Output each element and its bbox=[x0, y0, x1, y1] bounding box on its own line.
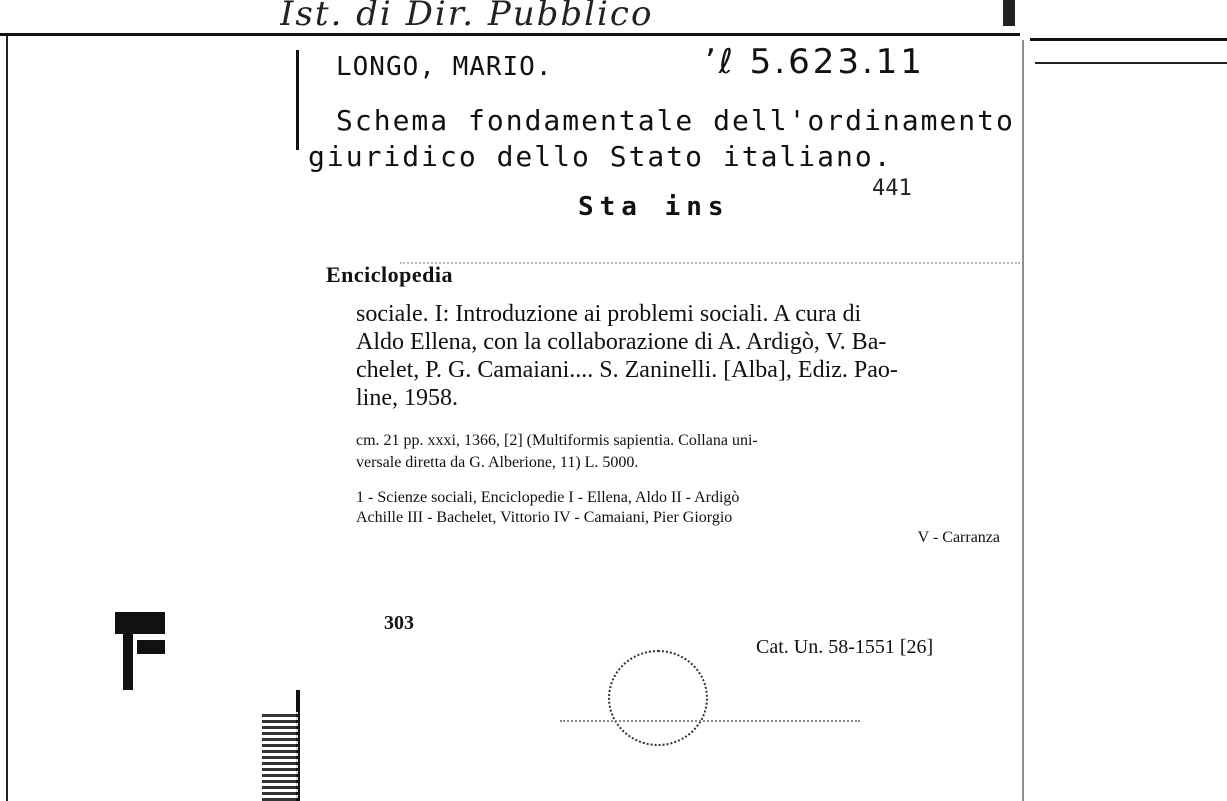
scan-noise-line bbox=[400, 262, 1020, 264]
card-edge-right bbox=[1022, 40, 1024, 801]
left-border bbox=[6, 36, 8, 801]
card-title-line-2: giuridico dello Stato italiano. bbox=[308, 140, 893, 173]
entry-tracing-line: Achille III - Bachelet, Vittorio IV - Camaiani, Pier Giorgio bbox=[356, 509, 733, 526]
entry-description-line: line, 1958. bbox=[356, 385, 458, 411]
corner-mark bbox=[1003, 0, 1015, 26]
scan-noise-line bbox=[560, 720, 860, 722]
entry-description bbox=[356, 300, 1006, 412]
margin-number: 441 bbox=[872, 176, 912, 201]
page-number: 303 bbox=[384, 612, 414, 634]
entry-collation-line: cm. 21 pp. xxxi, 1366, [2] (Multiformis sapientia. Collana uni- bbox=[356, 432, 758, 449]
top-rule-right-secondary bbox=[1035, 62, 1227, 64]
entry-collation bbox=[356, 430, 1016, 474]
entry-description-line: chelet, P. G. Camaiani.... S. Zaninelli. [Alba], Ediz. Pao- bbox=[356, 357, 898, 383]
card-location-note: Sta ins bbox=[578, 192, 730, 222]
entry-description-line: sociale. I: Introduzione ai problemi sociali. A cura di bbox=[356, 301, 862, 327]
card-title-line-1: Schema fondamentale dell'ordinamento bbox=[336, 104, 1015, 137]
entry-tracing-line: V - Carranza bbox=[917, 529, 1000, 546]
entry-tracings bbox=[356, 488, 1000, 548]
card-author: LONGO, MARIO. bbox=[336, 52, 553, 82]
handwritten-header: Ist. di Dir. Pubblico bbox=[280, 0, 654, 34]
entry-description-line: Aldo Ellena, con la collaborazione di A. Ardigò, V. Ba- bbox=[356, 329, 887, 355]
binding-strip bbox=[262, 712, 298, 801]
catalog-number: Cat. Un. 58-1551 [26] bbox=[756, 636, 934, 658]
stamp-mark bbox=[115, 612, 165, 682]
entry-heading: Enciclopedia bbox=[326, 262, 454, 287]
card-edge-upper bbox=[296, 50, 299, 150]
entry-collation-line: versale diretta da G. Alberione, 11) L. 5000. bbox=[356, 454, 639, 471]
entry-tracing-line: 1 - Scienze sociali, Enciclopedie I - Ellena, Aldo II - Ardigò bbox=[356, 489, 740, 506]
punch-hole bbox=[608, 650, 708, 746]
card-shelfmark: ’ℓ 5.623.11 bbox=[705, 42, 926, 82]
top-rule-right bbox=[1030, 38, 1227, 41]
